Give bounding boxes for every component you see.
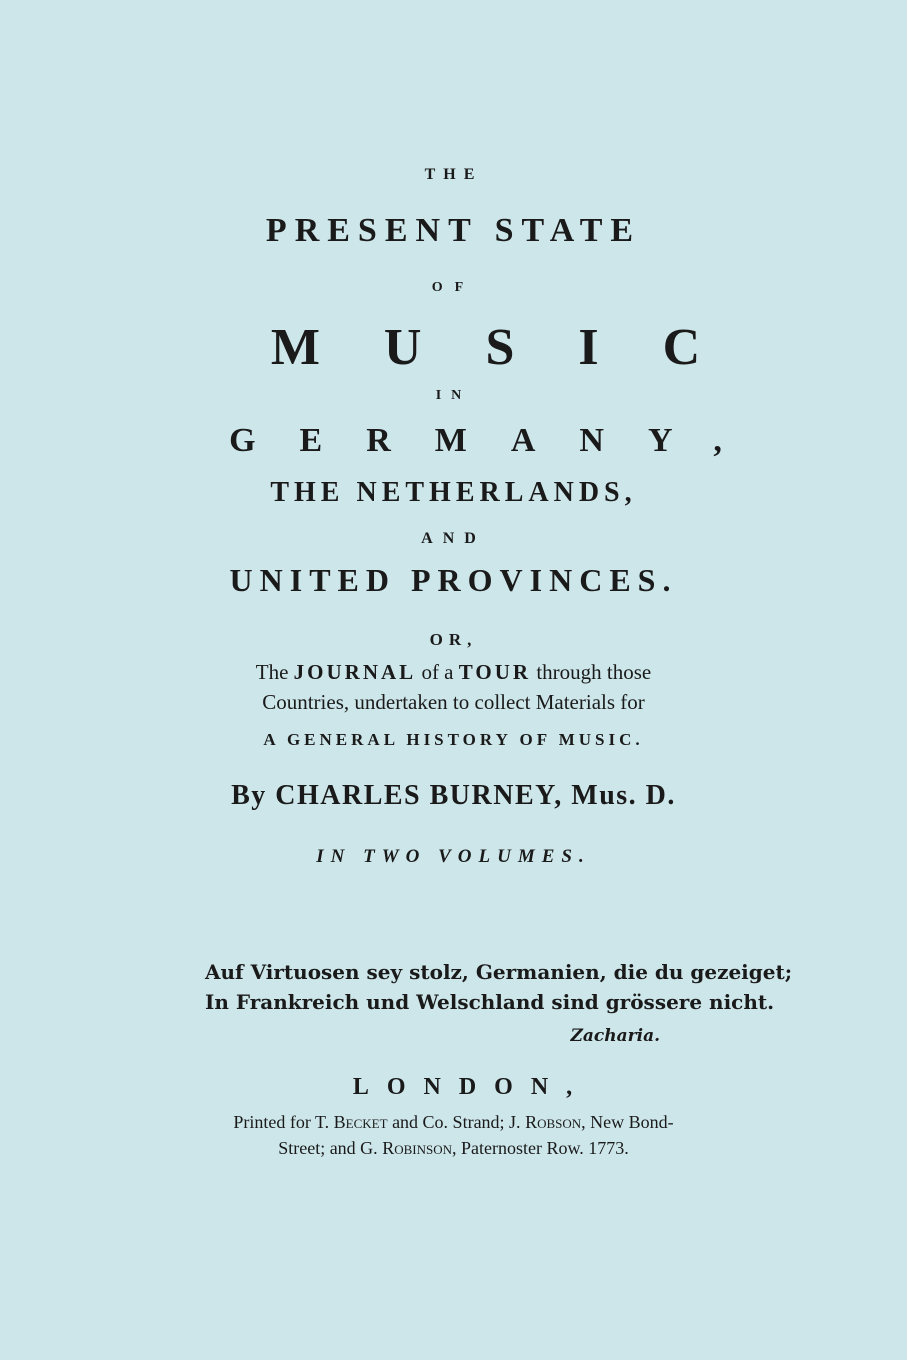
subtitle-general-history: A GENERAL HISTORY OF MUSIC.	[263, 730, 644, 749]
subtitle-or: OR,	[429, 630, 478, 649]
journal-prefix: The	[255, 660, 294, 684]
imprint-robson: Robson	[525, 1112, 582, 1132]
volumes-line: IN TWO VOLUMES.	[316, 846, 591, 867]
imprint-becket: Becket	[333, 1112, 388, 1132]
epigraph-line-1: Auf Virtuosen sey stolz, Germanien, die du gezeiget;	[205, 960, 793, 984]
imprint-1a: Printed for T.	[233, 1112, 334, 1132]
imprint-line-1	[0, 1112, 907, 1133]
journal-suffix: through those	[531, 660, 652, 684]
imprint-1c: , New Bond-	[581, 1112, 674, 1132]
journal-word: JOURNAL	[293, 660, 417, 684]
imprint-1b: and Co. Strand; J.	[387, 1112, 526, 1132]
title-present-state: PRESENT STATE	[265, 212, 642, 249]
title-in: IN	[435, 388, 472, 403]
title-music: MUSIC	[270, 319, 765, 376]
subtitle-countries-line: Countries, undertaken to collect Materials for	[262, 690, 645, 714]
journal-of: of a	[416, 660, 459, 684]
title-of: OF	[431, 280, 476, 295]
title-united-provinces: UNITED PROVINCES.	[229, 562, 678, 598]
tour-word: TOUR	[458, 660, 532, 684]
title-netherlands: THE NETHERLANDS,	[270, 477, 637, 508]
imprint-city: LONDON,	[352, 1074, 591, 1100]
imprint-robinson: Robinson	[382, 1138, 452, 1158]
title-germany: GERMANY,	[229, 422, 766, 459]
author-line: By CHARLES BURNEY, Mus. D.	[231, 780, 676, 811]
imprint-line-2	[0, 1138, 907, 1159]
subtitle-journal-line	[0, 660, 907, 685]
title-and: AND	[421, 530, 486, 547]
title-the: THE	[424, 166, 483, 183]
epigraph-line-2: In Frankreich und Welschland sind grössere nicht.	[205, 990, 775, 1014]
epigraph-attribution: Zacharia.	[570, 1026, 660, 1046]
imprint-2b: , Paternoster Row. 1773.	[451, 1138, 629, 1158]
imprint-2a: Street; and G.	[278, 1138, 383, 1158]
